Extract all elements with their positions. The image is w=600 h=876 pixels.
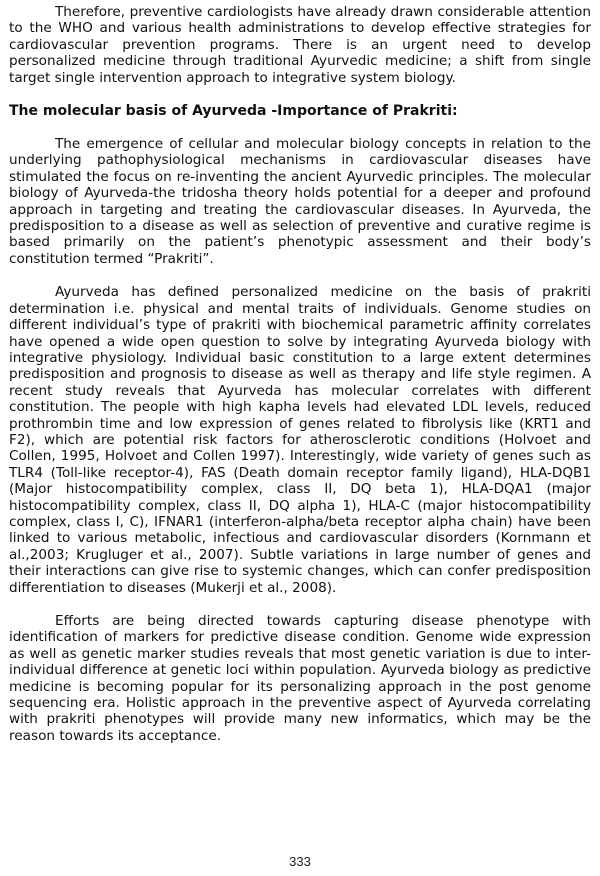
- page-number: 333: [289, 854, 311, 869]
- paragraph-predictive-medicine: Efforts are being directed towards capturing disease phenotype with identification of markers for predictive disease condition. Genome wide expression as well as genetic marker studies reveals that most genetic variation is due to inter-individual difference at genetic loci within population. Ayurveda biology as predictive medicine is becoming popular for its personalizing approach in the post genome sequencing era. Holistic approach in the preventive aspect of Ayurveda correlating with prakriti phenotypes will provide many new informatics, which may be the reason towards its acceptance.: [9, 613, 591, 744]
- intro-paragraph: Therefore, preventive cardiologists have already drawn considerable attention to the WHO and various health administrations to develop effective strategies for cardiovascular prevention programs. There is an urgent need to develop personalized medicine through traditional Ayurvedic medicine; a shift from single target single intervention approach to integrative system biology.: [9, 4, 591, 86]
- section-heading: The molecular basis of Ayurveda -Importance of Prakriti:: [9, 103, 458, 120]
- document-page: [9, 4, 591, 744]
- paragraph-personalized-medicine: Ayurveda has defined personalized medicine on the basis of prakriti determination i.e. physical and mental traits of individuals. Genome studies on different individual’s type of prakriti with biochemical parametric affinity correlates have opened a wide open question to solve by integrating Ayurveda biology with integrative physiology. Individual basic constitution to a large extent determines predisposition and prognosis to disease as well as therapy and life style regimen. A recent study reveals that Ayurveda has molecular correlates with different constitution. The people with high kapha levels had elevated LDL levels, reduced prothrombin time and low expression of genes related to fibrolysis like (KRT1 and F2), which are potential risk factors for atherosclerotic conditions (Holvoet and Collen, 1995, Holvoet and Collen 1997). Interestingly, wide variety of genes such as TLR4 (Toll-like receptor-4), FAS (Death domain receptor family ligand), HLA-DQB1 (Major histocompatibility complex, class II, DQ beta 1), HLA-DQA1 (major histocompatibility complex, class II, DQ alpha 1), HLA-C (major histocompatibility complex, class I, C), IFNAR1 (interferon-alpha/beta receptor alpha chain) have been linked to various metabolic, infectious and cardiovascular disorders (Kornmann et al.,2003; Krugluger et al., 2007). Subtle variations in large number of genes and their interactions can give rise to systemic changes, which can confer predisposition differentiation to diseases (Mukerji et al., 2008).: [9, 284, 591, 596]
- paragraph-molecular-biology: The emergence of cellular and molecular biology concepts in relation to the underlying pathophysiological mechanisms in cardiovascular diseases have stimulated the focus on re-inventing the ancient Ayurvedic principles. The molecular biology of Ayurveda-the tridosha theory holds potential for a deeper and profound approach in targeting and treating the cardiovascular diseases. In Ayurveda, the predisposition to a disease as well as selection of preventive and curative regime is based primarily on the patient’s phenotypic assessment and their body’s constitution termed “Prakriti”.: [9, 136, 591, 267]
